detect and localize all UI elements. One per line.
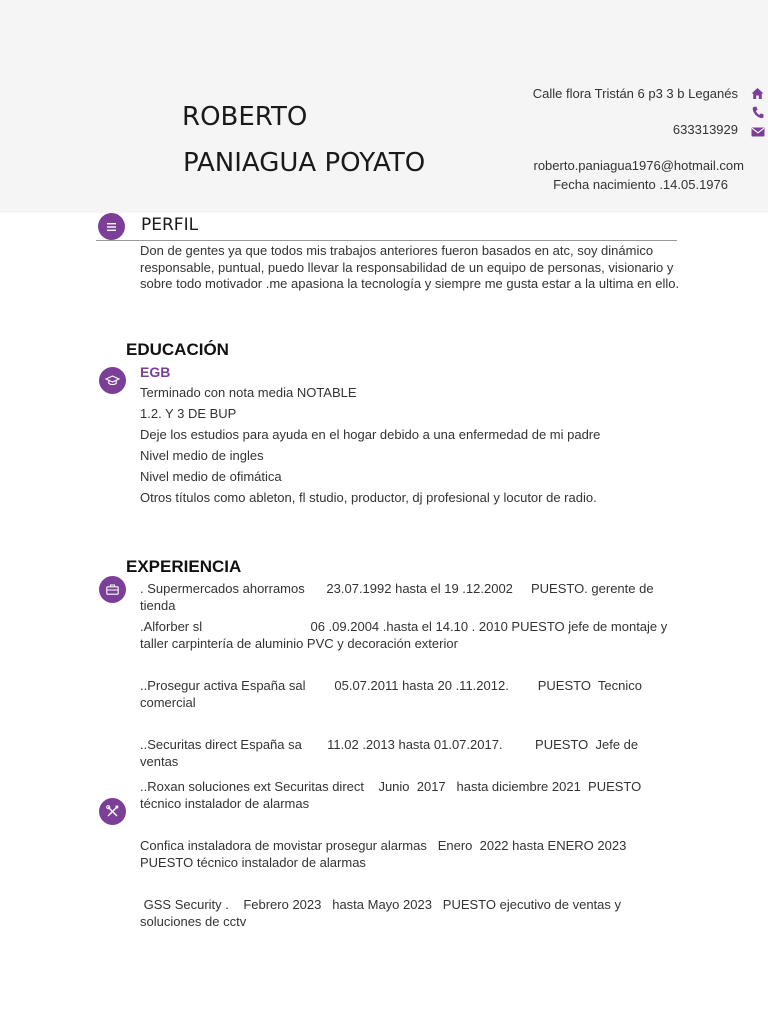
education-subtitle: EGB	[140, 364, 171, 380]
experience-item: ..Securitas direct España sa 11.02 .2013 hasta 01.07.2017. PUESTO Jefe de ventas	[140, 737, 642, 769]
experience-title: EXPERIENCIA	[126, 557, 242, 576]
list-icon	[98, 213, 125, 240]
address-text: Calle flora Tristán 6 p3 3 b Leganés	[532, 86, 738, 101]
experience-item: .Alforber sl 06 .09.2004 .hasta el 14.10 . 2010 PUESTO jefe de montaje y taller carpintería de aluminio PVC y decoración exterior	[140, 619, 671, 651]
perfil-text: Don de gentes ya que todos mis trabajos anteriores fueron basados en atc, soy dinámico responsable, puntual, puedo llevar la responsabilidad de un equipo de personas, visionario y sobre todo motivador .me apasiona la tecnología y siempre me gusta estar a la ultima en ello.	[140, 243, 680, 291]
experience-item: GSS Security . Febrero 2023 hasta Mayo 2023 PUESTO ejecutivo de ventas y soluciones de cctv	[140, 897, 625, 929]
briefcase-icon	[99, 576, 126, 603]
experience-item: ..Prosegur activa España sal 05.07.2011 hasta 20 .11.2012. PUESTO Tecnico comercial	[140, 678, 646, 710]
home-icon	[751, 87, 764, 100]
email-link[interactable]: roberto.paniagua1976@hotmail.com	[533, 158, 744, 173]
perfil-title: PERFIL	[141, 215, 199, 235]
mail-icon	[751, 127, 765, 137]
experience-item: . Supermercados ahorramos 23.07.1992 hasta el 19 .12.2002 PUESTO. gerente de tienda	[140, 581, 658, 613]
education-line: Nivel medio de ofimática	[140, 469, 282, 484]
last-name: PANIAGUA POYATO	[183, 148, 426, 178]
education-line: Nivel medio de ingles	[140, 448, 264, 463]
tools-icon	[99, 798, 126, 825]
phone-text: 633313929	[672, 122, 738, 137]
graduation-cap-icon	[99, 367, 126, 394]
experience-item: Confica instaladora de movistar prosegur alarmas Enero 2022 hasta ENERO 2023 PUESTO técnico instalador de alarmas	[140, 838, 634, 870]
birth-date-text: Fecha nacimiento .14.05.1976	[553, 177, 728, 192]
perfil-divider	[96, 240, 677, 241]
education-line: 1.2. Y 3 DE BUP	[140, 406, 237, 421]
education-line: Terminado con nota media NOTABLE	[140, 385, 357, 400]
education-line: Deje los estudios para ayuda en el hogar debido a una enfermedad de mi padre	[140, 427, 601, 442]
first-name: ROBERTO	[182, 102, 308, 132]
experience-item: ..Roxan soluciones ext Securitas direct Junio 2017 hasta diciembre 2021 PUESTO técnico instalador de alarmas	[140, 779, 645, 811]
phone-icon	[752, 106, 764, 119]
education-line: Otros títulos como ableton, fl studio, productor, dj profesional y locutor de radio.	[140, 490, 597, 505]
education-title: EDUCACIÓN	[126, 340, 229, 359]
